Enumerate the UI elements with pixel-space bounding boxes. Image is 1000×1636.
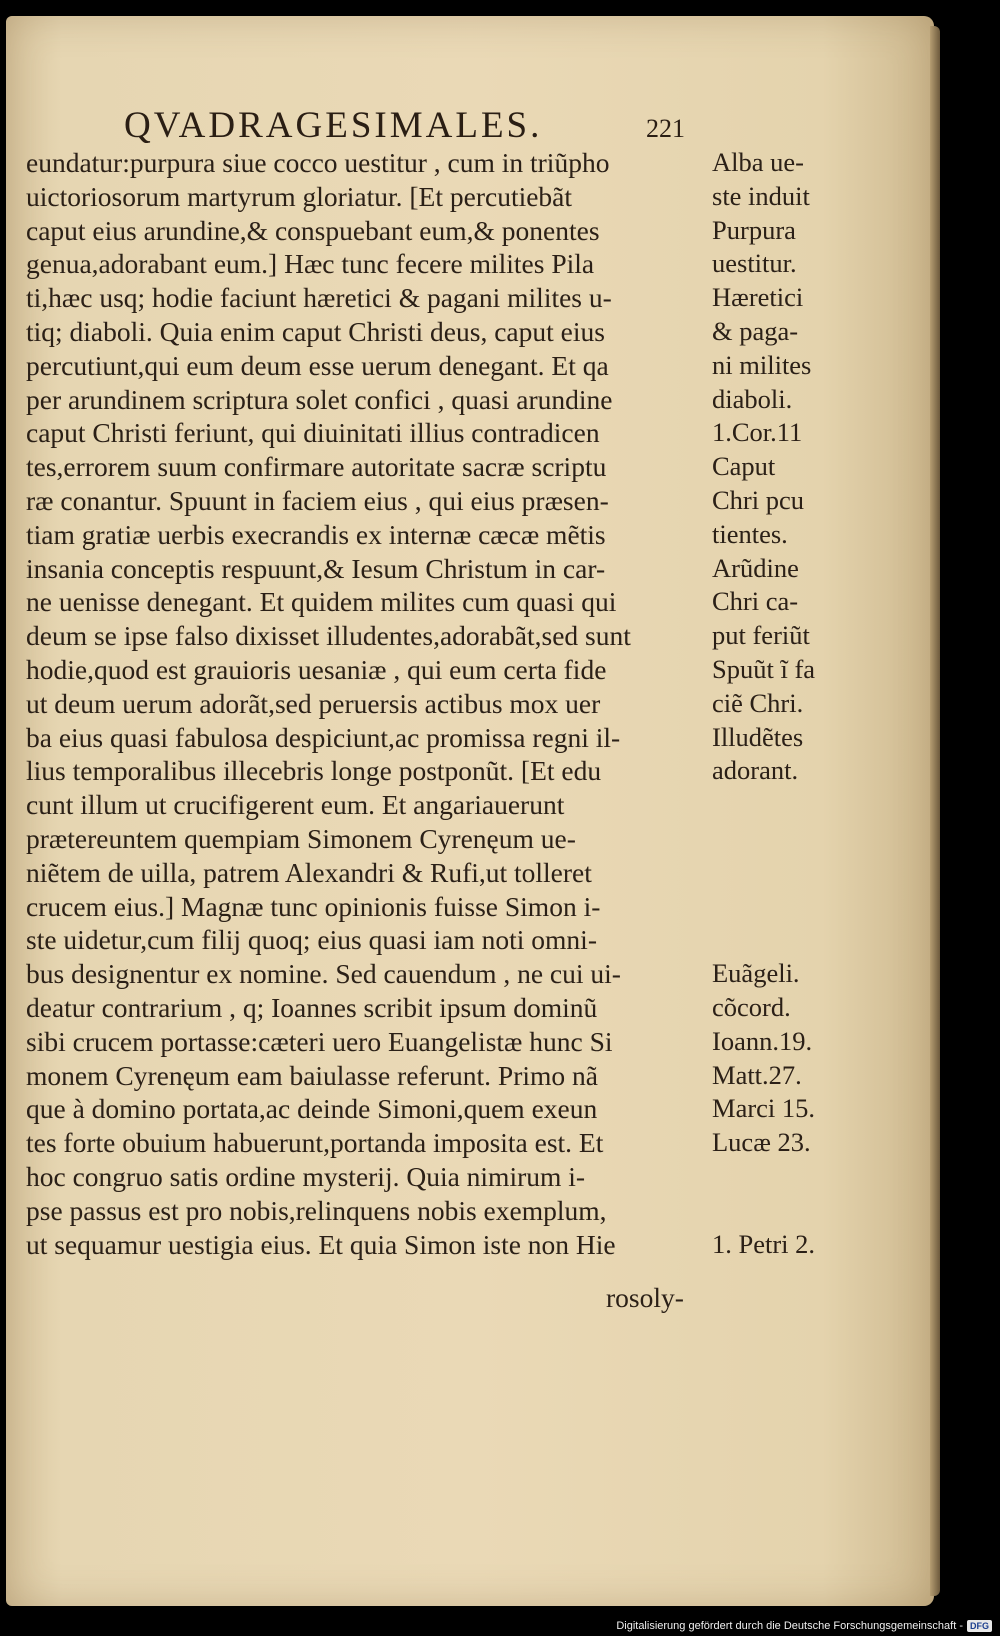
margin-note: Euãgeli. (712, 958, 800, 989)
catchword: rosoly- (606, 1282, 684, 1313)
margin-note: adorant. (712, 755, 799, 786)
page-edge (930, 26, 940, 1596)
text-line: bus designentur ex nomine. Sed cauendum , ne cui ui- (26, 958, 621, 990)
text-line: caput eius arundine,& conspuebant eum,& ponentes (26, 214, 600, 246)
margin-note: Hæretici (712, 282, 804, 313)
book-page (6, 16, 934, 1606)
text-line: que à domino portata,ac deinde Simoni,quem exeun (26, 1093, 598, 1125)
margin-note: Caput (712, 451, 776, 482)
running-head: QVADRAGESIMALES. (124, 105, 543, 146)
margin-note: Spuũt ĩ fa (712, 653, 816, 684)
text-line: tes forte obuium habuerunt,portanda imposita est. Et (26, 1127, 604, 1159)
margin-note: ni milites (712, 349, 812, 380)
margin-note (712, 1194, 912, 1228)
dfg-logo-icon: DFG (967, 1620, 992, 1632)
text-line: ste uidetur,cum filij quoq; eius quasi iam noti omni- (26, 924, 597, 956)
margin-note (712, 1160, 912, 1194)
text-line: genua,adorabant eum.] Hæc tunc fecere milites Pila (26, 248, 595, 280)
footer-credit-text: Digitalisierung gefördert durch die Deutsche Forschungsgemeinschaft - (616, 1620, 963, 1632)
text-line: niẽtem de uilla, patrem Alexandri & Rufi,ut tolleret (26, 856, 592, 888)
margin-note: Marci 15. (712, 1093, 816, 1124)
margin-note: put feriũt (712, 620, 810, 651)
margin-note: tientes. (712, 518, 788, 549)
text-line: tiq; diaboli. Quia enim caput Christi deus, caput eius (26, 315, 605, 347)
margin-note: Chri pcu (712, 484, 804, 515)
folio-number: 221 (646, 114, 685, 143)
text-line: tes,errorem suum confirmare autoritate sacræ scriptu (26, 451, 607, 483)
text-line: caput Christi feriunt, qui diuinitati illius contradicen (26, 417, 600, 449)
text-line: monem Cyrenęum eam baiulasse referunt. Primo nã (26, 1059, 598, 1091)
text-line: deum se ipse falso dixisset illudentes,adorabãt,sed sunt (26, 620, 631, 652)
text-line: lius temporalibus illecebris longe postponũt. [Et edu (26, 755, 602, 787)
margin-note (712, 822, 912, 856)
text-line: hoc congruo satis ordine mysterij. Quia nimirum i- (26, 1160, 586, 1192)
margin-note: Alba ue- (712, 147, 804, 177)
text-line: ba eius quasi fabulosa despiciunt,ac promissa regni il- (26, 721, 621, 753)
text-line: prætereuntem quempiam Simonem Cyrenęum ue- (26, 822, 576, 854)
text-line: ut sequamur uestigia eius. Et quia Simon iste non Hie (26, 1228, 616, 1260)
margin-note: Illudẽtes (712, 721, 804, 752)
margin-note (712, 923, 912, 957)
text-line: insania conceptis respuunt,& Iesum Christum in car- (26, 552, 606, 584)
margin-note: ste induit (712, 180, 810, 211)
footer-credit (616, 1620, 992, 1632)
main-text-block (26, 146, 706, 1261)
margin-note: ciẽ Chri. (712, 687, 804, 718)
margin-note (712, 856, 912, 890)
text-line: tiam gratiæ uerbis execrandis ex internæ cæcæ mẽtis (26, 518, 606, 550)
margin-note: diaboli. (712, 383, 793, 414)
margin-note: uestitur. (712, 248, 797, 279)
text-line: sibi crucem portasse:cæteri uero Euangelistæ hunc Si (26, 1025, 613, 1057)
text-line: ut deum uerum adorãt,sed peruersis actibus mox uer (26, 687, 601, 719)
margin-note: & paga- (712, 315, 799, 346)
marginal-notes (712, 146, 912, 1261)
margin-note (712, 890, 912, 924)
text-line: ræ conantur. Spuunt in faciem eius , qui eius præsen- (26, 484, 609, 516)
margin-note: Matt.27. (712, 1059, 802, 1090)
text-line: cunt illum ut crucifigerent eum. Et angariauerunt (26, 789, 565, 821)
text-line: per arundinem scriptura solet confici , quasi arundine (26, 383, 613, 415)
margin-note: 1. Petri 2. (712, 1228, 816, 1259)
margin-note: Purpura (712, 214, 796, 245)
margin-note (712, 788, 912, 822)
margin-note: Arũdine (712, 552, 799, 583)
text-line: deatur contrarium , q; Ioannes scribit ipsum dominũ (26, 991, 598, 1023)
text-line: eundatur:purpura siue cocco uestitur , cum in triũpho (26, 147, 610, 178)
text-line: crucem eius.] Magnæ tunc opinionis fuisse Simon i- (26, 890, 601, 922)
text-line: hodie,quod est grauioris uesaniæ , qui eum certa fide (26, 653, 607, 685)
margin-note: cõcord. (712, 991, 791, 1022)
margin-note: Chri ca- (712, 586, 799, 617)
margin-note: Lucæ 23. (712, 1127, 811, 1158)
margin-note: 1.Cor.11 (712, 417, 803, 448)
text-line: pse passus est pro nobis,relinquens nobis exemplum, (26, 1194, 607, 1226)
text-line: percutiunt,qui eum deum esse uerum denegant. Et qa (26, 349, 609, 381)
text-line: ne uenisse denegant. Et quidem milites cum quasi qui (26, 586, 617, 618)
text-line: uictoriosorum martyrum gloriatur. [Et percutiebãt (26, 180, 573, 212)
text-line: ti,hæc usq; hodie faciunt hæretici & pagani milites u- (26, 282, 612, 314)
margin-note: Ioann.19. (712, 1025, 813, 1056)
